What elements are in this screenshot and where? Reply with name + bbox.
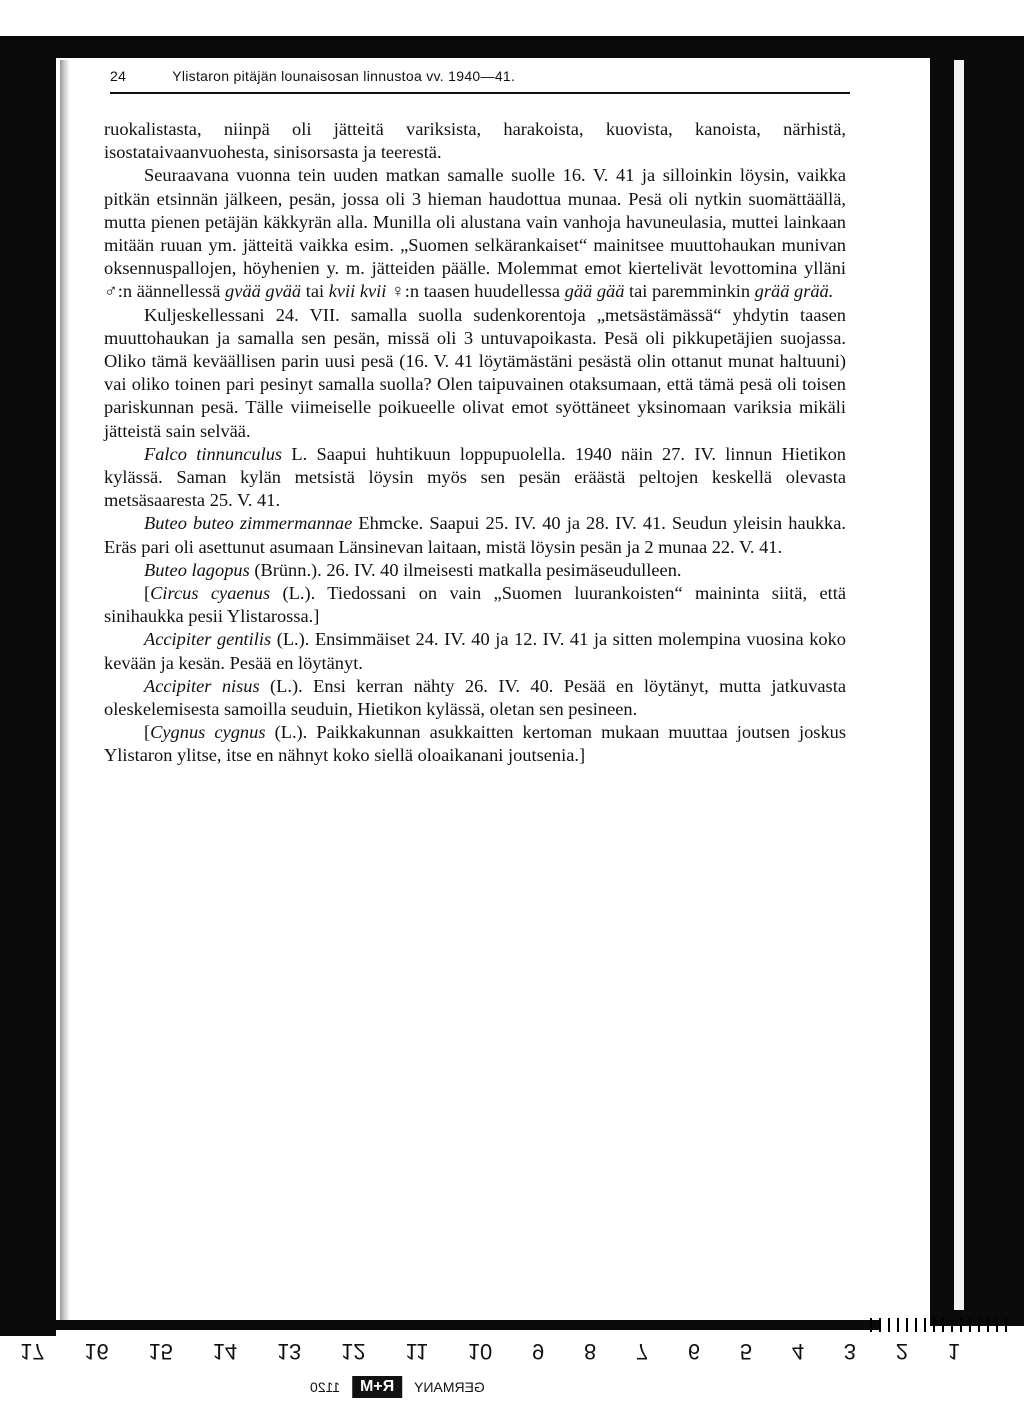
ruler-number: 14 xyxy=(212,1339,238,1364)
italic-term: gää gää xyxy=(564,281,625,302)
paragraph: Buteo lagopus (Brünn.). 26. IV. 40 ilmeisesti matkalla pesimäseudulleen. xyxy=(144,559,682,580)
ruler-number: 9 xyxy=(531,1339,545,1364)
running-title: Ylistaron pitäjän lounaisosan linnustoa vv. 1940—41. xyxy=(172,68,516,84)
italic-term: Cygnus cygnus xyxy=(150,722,266,743)
scan-frame-right xyxy=(930,36,1024,1326)
paragraph: [Circus cyaenus (L.). Tiedossani on vain „Suomen luurankoisten“ maininta siitä, että sinihaukka pesii Ylistarossa.] xyxy=(104,583,846,627)
body-text xyxy=(104,118,846,768)
brand-text: GERMANY xyxy=(414,1379,486,1395)
header-rule xyxy=(110,92,850,94)
scan-frame-top xyxy=(0,36,1024,58)
paragraph: Buteo buteo zimmermannae Ehmcke. Saapui 25. IV. 40 ja 28. IV. 41. Seudun yleisin haukka. Eräs pari oli asettunut asumaan Länsinevan laitaan, mistä löysin pesän ja 2 munaa 22. V. 41. xyxy=(104,513,846,557)
ruler-code: 1120 xyxy=(310,1379,341,1395)
ruler-number: 15 xyxy=(148,1339,173,1364)
ruler-number: 5 xyxy=(739,1339,753,1364)
scan-frame-left xyxy=(0,36,56,1336)
ruler-number: 2 xyxy=(895,1339,909,1364)
paragraph: Accipiter nisus (L.). Ensi kerran nähty 26. IV. 40. Pesää en löytänyt, mutta jatkuvasta oleskelemisesta samoilla seuduin, Hietikon kylässä, oletan sen pesineen. xyxy=(104,675,846,720)
paragraph: [Cygnus cygnus (L.). Paikkakunnan asukkaitten kertoman mukaan muuttaa joutsen joskus Ylistaron ylitse, itse en nähnyt koko siellä oloaikanani joutsenia.] xyxy=(104,722,846,766)
paragraph: Seuraavana vuonna tein uuden matkan samalle suolle 16. V. 41 ja silloinkin löysin, vaikka pitkän etsinnän jälkeen, pesän, jossa oli 3 hieman haudottua munaa. Pesä oli nytkin suomättäällä, mutta pienen petäjän käkkyrän alla. Munilla oli alustana vain vanhoja havuneulasia, muttei lainkaan mitään ruuan ym. jätteitä vaikka esim. „Suomen selkärankaiset“ mainitsee muuttohaukan munivan oksennuspallojen, höyhenien y. m. jätteiden päälle. Molemmat emot kiertelivät levottomina ylläni ♂:n äännellessä gvää gvää tai kvii kvii ♀:n taasen huudellessa gää gää tai paremminkin grää grää. xyxy=(104,165,846,302)
ruler-number: 10 xyxy=(467,1339,493,1364)
italic-term: gvää gvää xyxy=(225,281,302,302)
ruler-number: 6 xyxy=(687,1339,701,1364)
ruler-number: 3 xyxy=(843,1339,857,1364)
italic-term: Falco tinnunculus xyxy=(144,443,283,464)
italic-term: Circus cyaenus xyxy=(150,583,271,604)
paragraph: ruokalistasta, niinpä oli jätteitä variksista, harakoista, kuovista, kanoista, närhistä, isostataivaanvuohesta, sinisorsasta ja teerestä. xyxy=(104,119,846,163)
ruler-number: 13 xyxy=(276,1339,302,1364)
ruler-brand xyxy=(310,1376,485,1398)
ruler-numbers xyxy=(20,1338,960,1364)
ruler-number: 17 xyxy=(20,1339,45,1364)
italic-term: Buteo buteo zimmermannae xyxy=(144,513,353,534)
italic-term: grää grää. xyxy=(754,281,834,302)
italic-term: Buteo lagopus xyxy=(144,559,250,580)
scan-shadow-left xyxy=(60,60,70,1330)
ruler-number: 16 xyxy=(84,1339,109,1364)
paragraph: Accipiter gentilis (L.). Ensimmäiset 24. IV. 40 ja 12. IV. 41 ja sitten molempina vuosina koko kevään ja kesän. Pesää en löytänyt. xyxy=(104,629,846,673)
italic-term: Accipiter nisus xyxy=(144,675,260,696)
ruler-number: 4 xyxy=(791,1339,805,1364)
scan-frame-bottom xyxy=(0,1320,880,1330)
paragraph: Kuljeskellessani 24. VII. samalla suolla sudenkorentoja „metsästämässä“ yhdytin taasen muuttohaukan ja samalla sen pesän, missä oli 3 untuvapoikasta. Pesä oli pikkupetäjien suojassa. Oliko tämä keväällisen parin uusi pesä (16. V. 41 löytämästäni pesästä olin ottanut munat haltuuni) vai oliko toinen pari pesinyt samalla suolla? Olen taipuvainen otaksumaan, että tämä pesä oli toisen pariskunnan pesä. Tälle viimeiselle poikueelle olivat emot syöttäneet yksinomaan variksia mikäli jätteistä sain selvää. xyxy=(104,304,846,441)
paragraph: Falco tinnunculus L. Saapui huhtikuun loppupuolella. 1940 näin 27. IV. linnun Hietikon kylässä. Saman kylän metsistä löysin myös sen pesän eräästä peltojen keskellä olevasta metsäsaaresta 25. V. 41. xyxy=(104,443,846,511)
ruler-number: 7 xyxy=(635,1339,649,1364)
running-header xyxy=(110,68,750,84)
ruler-ticks xyxy=(870,1318,1010,1332)
brand-logo: R+M xyxy=(352,1376,402,1398)
ruler-number: 11 xyxy=(405,1339,429,1364)
ruler-number: 1 xyxy=(947,1339,960,1364)
ruler-number: 8 xyxy=(583,1339,597,1364)
scan-shadow-right xyxy=(954,60,964,1310)
italic-term: kvii kvii xyxy=(328,281,387,302)
italic-term: Accipiter gentilis xyxy=(144,629,272,650)
page-number: 24 xyxy=(110,68,127,84)
ruler-number: 12 xyxy=(341,1339,366,1364)
